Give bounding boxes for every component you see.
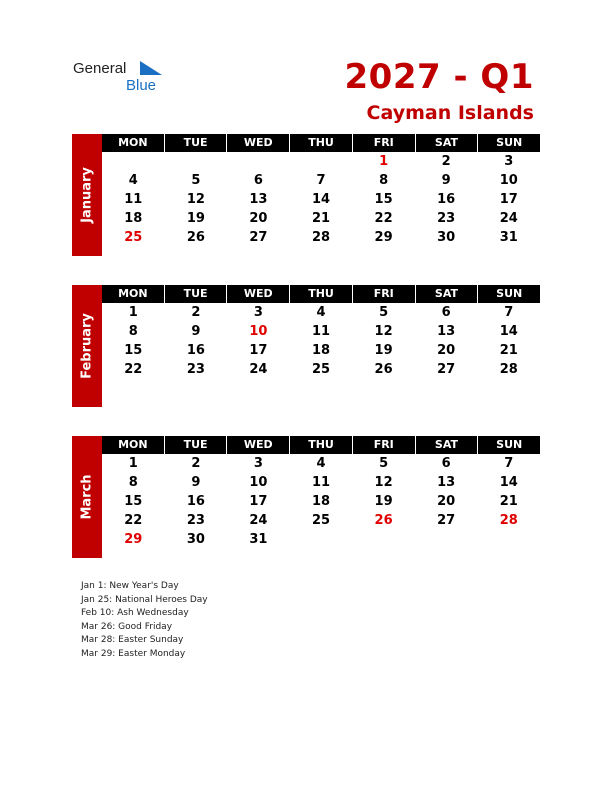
- day-cell: 24: [249, 513, 268, 528]
- day-cell: 31: [249, 532, 268, 547]
- day-cell: 26: [186, 230, 205, 245]
- weekday-label: MON: [102, 436, 164, 454]
- weekday-label: WED: [227, 134, 289, 152]
- day-cell: 15: [374, 192, 393, 207]
- day-cell: 12: [374, 475, 393, 490]
- day-cell: 11: [311, 475, 331, 490]
- day-cell: 25: [311, 362, 331, 377]
- holiday-item: Feb 10: Ash Wednesday: [81, 608, 189, 619]
- weekday-label: THU: [290, 285, 352, 303]
- day-cell: 21: [499, 494, 518, 509]
- day-cell: 18: [311, 343, 331, 358]
- day-cell: 10: [249, 324, 268, 339]
- week-row: [102, 229, 540, 247]
- day-cell: 14: [499, 324, 518, 339]
- day-cell: 8: [379, 173, 389, 188]
- day-cell: 8: [128, 475, 138, 490]
- day-cell: 26: [374, 362, 393, 377]
- day-cell: [477, 531, 540, 549]
- day-cell: 3: [253, 305, 263, 320]
- day-cell: 24: [499, 211, 518, 226]
- month-name: March: [79, 474, 95, 520]
- day-cell: 12: [186, 192, 205, 207]
- day-cell: 28: [311, 230, 331, 245]
- weekday-label: TUE: [165, 285, 227, 303]
- weekday-header: [102, 285, 540, 303]
- weekday-label: FRI: [353, 134, 415, 152]
- day-cell: 14: [311, 192, 331, 207]
- day-cell: 23: [186, 362, 205, 377]
- day-cell: 23: [186, 513, 205, 528]
- weekday-header: [102, 134, 540, 152]
- page-title: 2027 - Q1: [344, 57, 534, 97]
- day-cell: 5: [191, 173, 201, 188]
- day-cell: 5: [379, 456, 389, 471]
- week-row: [102, 304, 540, 322]
- day-cell: 3: [253, 456, 263, 471]
- day-cell: 4: [316, 305, 326, 320]
- holiday-item: Mar 28: Easter Sunday: [81, 635, 184, 646]
- day-cell: 21: [499, 343, 518, 358]
- day-cell: [165, 153, 228, 171]
- month-grid: [102, 134, 540, 247]
- weekday-label: TUE: [165, 436, 227, 454]
- day-cell: 20: [249, 211, 268, 226]
- day-cell: 22: [124, 362, 143, 377]
- week-row: [102, 153, 540, 171]
- week-row: [102, 323, 540, 341]
- weekday-label: SAT: [416, 134, 478, 152]
- weekday-label: MON: [102, 285, 164, 303]
- day-cell: 17: [249, 494, 268, 509]
- weekday-label: WED: [227, 285, 289, 303]
- weekday-label: TUE: [165, 134, 227, 152]
- day-cell: 7: [504, 305, 514, 320]
- day-cell: 18: [124, 211, 143, 226]
- logo-text-blue: Blue: [126, 77, 157, 94]
- day-cell: 26: [374, 513, 393, 528]
- day-cell: 16: [186, 343, 205, 358]
- day-cell: 24: [249, 362, 268, 377]
- day-cell: 7: [316, 173, 326, 188]
- week-row: [102, 361, 540, 379]
- day-cell: 28: [499, 362, 518, 377]
- day-cell: 10: [249, 475, 268, 490]
- day-cell: 31: [499, 230, 518, 245]
- day-cell: [290, 531, 353, 549]
- day-cell: 5: [379, 305, 389, 320]
- day-cell: 9: [191, 475, 201, 490]
- holiday-item: Mar 29: Easter Monday: [81, 648, 186, 659]
- day-cell: 15: [124, 343, 143, 358]
- week-row: [102, 172, 540, 190]
- day-cell: 29: [124, 532, 143, 547]
- day-cell: 27: [249, 230, 268, 245]
- month-label-tab: [72, 134, 102, 256]
- weekday-label: FRI: [353, 285, 415, 303]
- week-row: [102, 342, 540, 360]
- week-row: [102, 455, 540, 473]
- day-cell: 17: [249, 343, 268, 358]
- day-cell: 22: [374, 211, 393, 226]
- month-block-january: [72, 134, 540, 256]
- day-cell: 19: [186, 211, 205, 226]
- day-cell: [415, 531, 478, 549]
- country-name: Cayman Islands: [366, 102, 534, 124]
- day-cell: 18: [311, 494, 331, 509]
- day-cell: 13: [437, 324, 456, 339]
- day-cell: 23: [437, 211, 456, 226]
- holiday-item: Jan 1: New Year's Day: [81, 581, 179, 591]
- day-cell: 1: [128, 456, 138, 471]
- week-row: [102, 512, 540, 530]
- month-label-tab: [72, 285, 102, 407]
- day-cell: [290, 153, 353, 171]
- weekday-label: THU: [290, 436, 352, 454]
- day-cell: 28: [499, 513, 518, 528]
- weekday-label: FRI: [353, 436, 415, 454]
- day-cell: 3: [504, 154, 514, 169]
- day-cell: 11: [311, 324, 331, 339]
- weekday-label: SUN: [478, 436, 540, 454]
- day-cell: 9: [441, 173, 451, 188]
- month-label-tab: [72, 436, 102, 558]
- day-cell: 10: [499, 173, 518, 188]
- week-row: [102, 191, 540, 209]
- month-grid: [102, 285, 540, 379]
- day-cell: 16: [437, 192, 456, 207]
- day-cell: 13: [437, 475, 456, 490]
- day-cell: 7: [504, 456, 514, 471]
- day-cell: [102, 153, 165, 171]
- day-cell: 4: [316, 456, 326, 471]
- day-cell: 1: [128, 305, 138, 320]
- holiday-item: Mar 26: Good Friday: [81, 621, 173, 632]
- day-cell: 11: [124, 192, 143, 207]
- day-cell: 2: [191, 305, 201, 320]
- weekday-label: SUN: [478, 285, 540, 303]
- day-cell: 14: [499, 475, 518, 490]
- day-cell: 12: [374, 324, 393, 339]
- month-block-february: [72, 285, 540, 407]
- day-cell: 29: [374, 230, 393, 245]
- week-row: [102, 474, 540, 492]
- day-cell: 30: [437, 230, 456, 245]
- logo-text-general: General: [73, 60, 127, 77]
- day-cell: 19: [374, 494, 393, 509]
- day-cell: 2: [191, 456, 201, 471]
- day-cell: 4: [128, 173, 138, 188]
- week-row: [102, 493, 540, 511]
- week-row: [102, 531, 540, 549]
- day-cell: 27: [437, 513, 456, 528]
- day-cell: 6: [441, 456, 451, 471]
- logo-triangle-icon: [140, 61, 162, 77]
- day-cell: [352, 531, 415, 549]
- day-cell: 20: [437, 343, 456, 358]
- month-grid: [102, 436, 540, 549]
- holiday-item: Jan 25: National Heroes Day: [81, 594, 208, 605]
- weekday-label: SUN: [478, 134, 540, 152]
- day-cell: 19: [374, 343, 393, 358]
- day-cell: [227, 153, 290, 171]
- month-block-march: [72, 436, 540, 558]
- day-cell: 15: [124, 494, 143, 509]
- day-cell: 20: [437, 494, 456, 509]
- day-cell: 13: [249, 192, 268, 207]
- month-name: February: [79, 313, 95, 379]
- weekday-label: SAT: [416, 436, 478, 454]
- weekday-label: WED: [227, 436, 289, 454]
- day-cell: 30: [186, 532, 205, 547]
- day-cell: 17: [499, 192, 518, 207]
- weekday-label: THU: [290, 134, 352, 152]
- day-cell: 25: [311, 513, 331, 528]
- weekday-label: MON: [102, 134, 164, 152]
- day-cell: 1: [379, 154, 389, 169]
- day-cell: 25: [124, 230, 143, 245]
- month-name: January: [79, 167, 95, 223]
- day-cell: 27: [437, 362, 456, 377]
- week-row: [102, 210, 540, 228]
- day-cell: 2: [441, 154, 451, 169]
- day-cell: 6: [253, 173, 263, 188]
- day-cell: 9: [191, 324, 201, 339]
- day-cell: 22: [124, 513, 143, 528]
- day-cell: 8: [128, 324, 138, 339]
- day-cell: 16: [186, 494, 205, 509]
- logo: [73, 60, 173, 96]
- weekday-label: SAT: [416, 285, 478, 303]
- day-cell: 6: [441, 305, 451, 320]
- day-cell: 21: [311, 211, 331, 226]
- weekday-header: [102, 436, 540, 454]
- holiday-list: [81, 580, 208, 662]
